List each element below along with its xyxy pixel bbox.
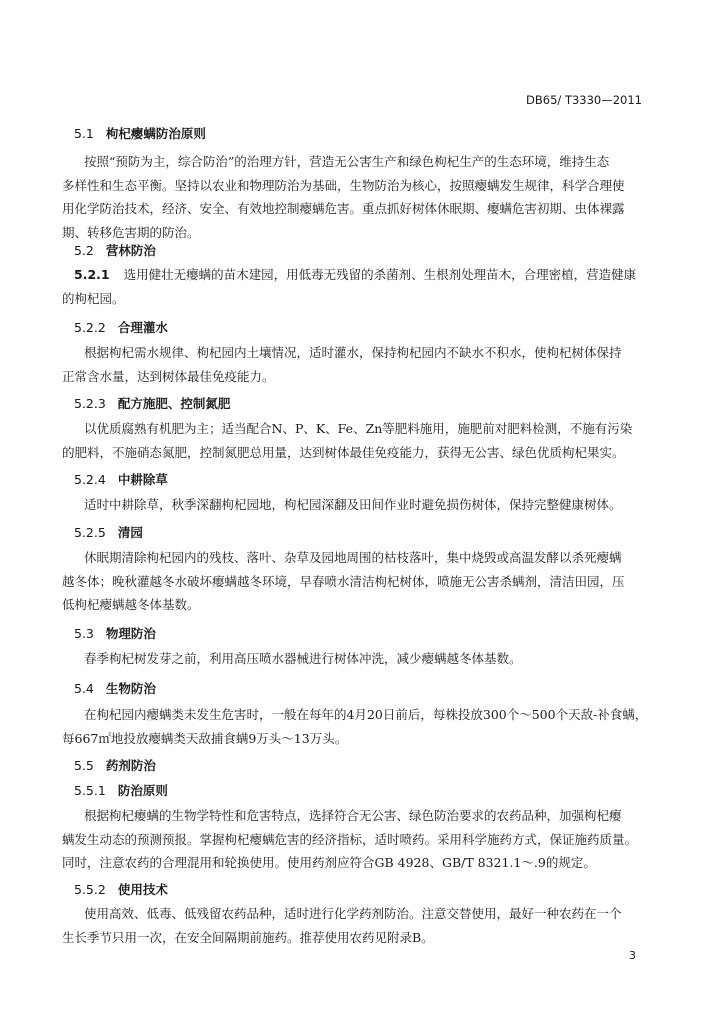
section-heading-5-2: [74, 241, 156, 259]
section-number: 5.2.5: [74, 525, 106, 540]
section-title: 配方施肥、控制氮肥: [117, 396, 231, 411]
section-heading-5-2-5: [74, 523, 143, 541]
text-line: 根据枸杞瘿螨的生物学特性和危害特点，选择符合无公害、绿色防治要求的农药品种，加强枸杞瘿: [84, 808, 622, 823]
section-title: 合理灌水: [117, 320, 168, 335]
section-title: 中耕除草: [117, 472, 168, 487]
text-line: 低枸杞瘿螨越冬体基数。: [62, 597, 200, 612]
text-line: 多样性和生态平衡。坚持以农业和物理防治为基础，生物防治为核心，按照瘿螨发生规律，科学合理使: [62, 177, 625, 193]
section-number: 5.3: [74, 626, 94, 641]
text-line: 的枸杞园。: [62, 290, 125, 306]
section-title: 药剂防治: [105, 758, 156, 773]
section-title: 清园: [117, 525, 143, 540]
text-line: 以优质腐熟有机肥为主；适当配合N、P、K、Fe、Zn等肥料施用，施肥前对肥料检测，不施有污染: [84, 421, 633, 436]
section-heading-5-5-2: [74, 880, 168, 898]
text-fragment: 选用健壮无瘿螨的苗木建园，用低毒无残留的杀菌剂、生根剂处理苗木，合理密植，营造健康: [123, 267, 637, 282]
text-line: 根据枸杞需水规律、枸杞园内土壤情况，适时灌水，保持枸杞园内不缺水不积水，使枸杞树体保持: [84, 345, 622, 360]
page-number: 3: [629, 949, 636, 962]
section-heading-5-1: [74, 124, 206, 142]
section-title: 物理防治: [105, 626, 156, 641]
paragraph-5-4: [62, 703, 648, 750]
text-line: 期、转移危害期的防治。: [62, 224, 200, 240]
text-line: [62, 263, 648, 287]
paragraph-5-2-4: [62, 493, 648, 517]
text-line: 的肥料，不施硝态氮肥，控制氮肥总用量，达到树体最佳免疫能力，获得无公害、绿色优质枸杞果实。: [62, 444, 625, 460]
text-line: 按照“预防为主，综合防治”的治理方针，营造无公害生产和绿色枸杞生产的生态环境，维持生态: [84, 154, 610, 169]
paragraph-5-1: [62, 150, 648, 244]
paragraph-5-2-2: [62, 341, 648, 388]
section-heading-5-2-4: [74, 470, 168, 488]
text-line: 用化学防治技术，经济、安全、有效地控制瘿螨危害。重点抓好树体休眠期、瘿螨危害初期、虫体裸露: [62, 201, 625, 216]
section-number: 5.2.2: [74, 320, 106, 335]
text-line: 春季枸杞树发芽之前，利用高压喷水器械进行树体冲洗，减少瘿螨越冬体基数。: [84, 651, 522, 666]
section-number: 5.5.1: [74, 783, 106, 798]
section-number: 5.2.3: [74, 396, 106, 411]
paragraph-5-2-1: [62, 263, 648, 310]
section-heading-5-2-3: [74, 394, 230, 412]
section-number: 5.5: [74, 758, 94, 773]
text-line: 休眠期清除枸杞园内的残枝、落叶、杂草及园地周围的枯枝落叶，集中烧毁或高温发酵以杀死瘿螨: [84, 550, 622, 565]
section-heading-5-3: [74, 624, 156, 642]
section-title: 枸杞瘿螨防治原则: [105, 126, 206, 141]
section-title: 防治原则: [117, 783, 168, 798]
text-line: 每667㎡地投放瘿螨类天敌捕食螨9万头～13万头。: [62, 730, 348, 746]
section-title: 生物防治: [105, 681, 156, 696]
text-line: 生长季节只用一次，在安全间隔期前施药。推荐使用农药见附录B。: [62, 929, 434, 945]
text-line: 正常含水量，达到树体最佳免疫能力。: [62, 368, 275, 384]
section-number: 5.2.4: [74, 472, 106, 487]
text-line: 使用高效、低毒、低残留农药品种，适时进行化学药剂防治。注意交替使用，最好一种农药在一个: [84, 906, 622, 921]
section-number: 5.2.1: [74, 267, 110, 282]
section-heading-5-2-2: [74, 318, 168, 336]
paragraph-5-2-3: [62, 417, 648, 464]
section-number: 5.2: [74, 243, 94, 258]
paragraph-5-5-1: [62, 804, 648, 875]
paragraph-5-3: [62, 647, 648, 671]
section-heading-5-5-1: [74, 781, 168, 799]
section-heading-5-5: [74, 756, 156, 774]
paragraph-5-2-5: [62, 546, 648, 617]
standard-code: DB65/ T3330—2011: [526, 93, 642, 107]
section-heading-5-4: [74, 679, 156, 697]
section-number: 5.5.2: [74, 882, 106, 897]
section-title: 营林防治: [105, 243, 156, 258]
text-line: 同时，注意农药的合理混用和轮换使用。使用药剂应符合GB 4928、GB/T 8321.1～.9的规定。: [62, 855, 596, 870]
section-number: 5.1: [74, 126, 94, 141]
paragraph-5-5-2: [62, 902, 648, 949]
text-line: 适时中耕除草，秋季深翻枸杞园地，枸杞园深翻及田间作业时避免损伤树体，保持完整健康树体。: [84, 497, 622, 512]
section-number: 5.4: [74, 681, 94, 696]
text-line: 在枸杞园内瘿螨类未发生危害时，一般在每年的4月20日前后，每株投放300个～500个天敌-补食螨，: [84, 707, 648, 722]
text-line: 螨发生动态的预测预报。掌握枸杞瘿螨危害的经济指标，适时喷药。采用科学施药方式，保证施药质量。: [62, 831, 638, 847]
section-title: 使用技术: [117, 882, 168, 897]
text-line: 越冬体；晚秋灌越冬水破坏瘿螨越冬环境，早春喷水清洁枸杞树体，喷施无公害杀螨剂，清洁田园，压: [62, 573, 625, 589]
